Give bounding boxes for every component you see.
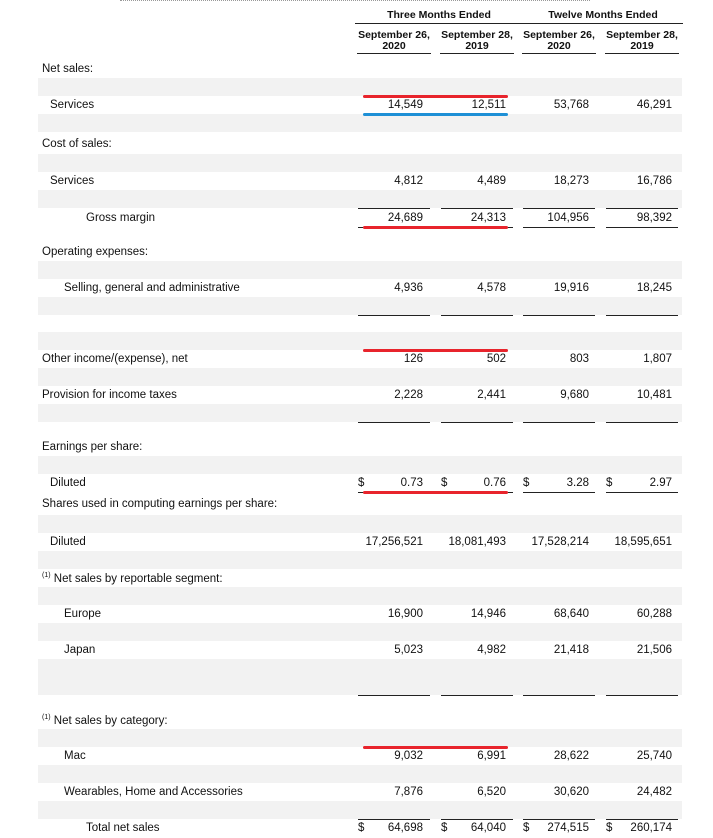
row-label xyxy=(86,822,160,834)
cell-value: 21,506 xyxy=(636,644,672,656)
table-row xyxy=(0,136,713,154)
cell-value: 6,520 xyxy=(477,786,506,798)
highlight-mark xyxy=(363,746,508,749)
row-band xyxy=(38,659,682,677)
table-row xyxy=(0,570,713,588)
row-label-text: Europe xyxy=(64,608,102,620)
row-label-text: Cost of sales: xyxy=(42,138,112,150)
row-label xyxy=(42,246,148,258)
row-label-text: Net sales by category: xyxy=(53,714,168,727)
cell-underline xyxy=(523,315,595,316)
header-column-rule xyxy=(522,53,596,54)
row-label xyxy=(42,572,223,585)
row-label-text: Net sales by reportable segment: xyxy=(53,572,223,585)
table-row xyxy=(0,61,713,79)
cell-value: 98,392 xyxy=(636,212,672,224)
cell-value: 502 xyxy=(486,353,506,365)
dollar-sign: $ xyxy=(358,822,365,834)
row-band xyxy=(38,78,682,96)
header-column-rule xyxy=(605,53,679,54)
cell-value: 274,515 xyxy=(547,822,589,834)
table-row xyxy=(0,820,713,838)
row-label-text: Mac xyxy=(64,750,86,762)
cell-value: 12,511 xyxy=(471,99,506,111)
row-label-text: Earnings per share: xyxy=(42,441,143,453)
cell-value: 2,228 xyxy=(394,389,423,401)
header-date-line: September 28, xyxy=(441,29,513,41)
row-band xyxy=(38,154,682,172)
row-label xyxy=(50,175,94,187)
highlight-mark xyxy=(363,113,508,116)
cell-value: 46,291 xyxy=(636,99,672,111)
dollar-sign: $ xyxy=(606,477,613,489)
row-band xyxy=(38,368,682,386)
cell-value: 4,812 xyxy=(394,175,423,187)
cell-value: 4,936 xyxy=(394,282,423,294)
cell-underline xyxy=(523,422,595,423)
row-label xyxy=(86,212,155,224)
cell-value: 28,622 xyxy=(553,750,589,762)
table-row xyxy=(0,606,713,624)
header-date-line: September 28, xyxy=(606,29,678,41)
cell-underline xyxy=(523,208,595,209)
table-row xyxy=(0,642,713,660)
cell-value: 64,040 xyxy=(470,822,506,834)
cell-value: 260,174 xyxy=(630,822,672,834)
dollar-sign: $ xyxy=(606,822,613,834)
header-group-twelve-months: Twelve Months Ended xyxy=(523,9,683,24)
row-label xyxy=(64,786,243,798)
row-band xyxy=(38,623,682,641)
cell-value: 9,032 xyxy=(394,750,423,762)
header-column-rule xyxy=(357,53,431,54)
cell-value: 18,081,493 xyxy=(448,536,506,548)
cell-value: 64,698 xyxy=(387,822,423,834)
cell-underline xyxy=(358,695,430,696)
cell-value: 2,441 xyxy=(477,389,506,401)
cell-value: 60,288 xyxy=(636,608,672,620)
header-column-4 xyxy=(603,30,681,52)
table-row xyxy=(0,244,713,262)
highlight-mark xyxy=(363,491,508,494)
cell-value: 16,786 xyxy=(636,175,672,187)
row-label xyxy=(42,714,168,727)
row-label-text: Provision for income taxes xyxy=(42,389,177,401)
cell-underline xyxy=(441,695,513,696)
cell-underline xyxy=(606,695,678,696)
table-row xyxy=(0,475,713,493)
table-row xyxy=(0,496,713,514)
row-label-text: Selling, general and administrative xyxy=(64,282,240,294)
header-year-line: 2019 xyxy=(465,40,489,52)
cell-value: 30,620 xyxy=(553,786,589,798)
header-column-1 xyxy=(355,30,433,52)
row-label-text: Total net sales xyxy=(86,822,160,834)
cell-value: 25,740 xyxy=(636,750,672,762)
row-label xyxy=(64,608,101,620)
row-label xyxy=(42,353,188,365)
cell-value: 0.73 xyxy=(400,477,423,489)
row-band xyxy=(38,515,682,533)
table-row xyxy=(0,387,713,405)
table-row xyxy=(0,280,713,298)
dollar-sign: $ xyxy=(441,822,448,834)
row-band xyxy=(38,587,682,605)
table-row xyxy=(0,210,713,228)
cell-value: 24,689 xyxy=(387,212,423,224)
cell-underline xyxy=(606,208,678,209)
row-label xyxy=(64,644,95,656)
header-column-rule xyxy=(440,53,514,54)
table-row xyxy=(0,748,713,766)
header-date-line: September 26, xyxy=(523,29,595,41)
cell-underline xyxy=(523,227,595,228)
cell-value: 18,245 xyxy=(636,282,672,294)
row-label-text: Gross margin xyxy=(86,212,156,224)
cell-value: 3.28 xyxy=(566,477,589,489)
footnote-marker: (1) xyxy=(42,714,51,721)
cell-underline xyxy=(358,422,430,423)
row-band xyxy=(38,261,682,279)
row-label-text: Japan xyxy=(64,644,96,656)
row-band xyxy=(38,332,682,350)
cell-value: 18,595,651 xyxy=(614,536,672,548)
cell-value: 24,313 xyxy=(470,212,506,224)
row-label xyxy=(42,63,93,75)
row-label-text: Net sales: xyxy=(42,63,94,75)
row-band xyxy=(38,677,682,695)
cell-value: 0.76 xyxy=(483,477,506,489)
cell-value: 4,982 xyxy=(477,644,506,656)
row-label xyxy=(64,750,86,762)
highlight-mark xyxy=(363,226,508,229)
cell-value: 6,991 xyxy=(477,750,506,762)
top-dotted-rule xyxy=(120,0,590,3)
cell-value: 18,273 xyxy=(553,175,589,187)
header-column-2 xyxy=(438,30,516,52)
table-row xyxy=(0,97,713,115)
cell-underline xyxy=(523,695,595,696)
cell-value: 4,489 xyxy=(477,175,506,187)
row-label-text: Shares used in computing earnings per share: xyxy=(42,498,278,510)
row-label xyxy=(64,282,240,294)
cell-value: 104,956 xyxy=(547,212,589,224)
footnote-marker: (1) xyxy=(42,572,51,579)
cell-value: 10,481 xyxy=(636,389,672,401)
row-label-text: Other income/(expense), net xyxy=(42,353,188,365)
row-label-text: Services xyxy=(50,99,95,111)
row-band xyxy=(38,297,682,315)
cell-value: 24,482 xyxy=(636,786,672,798)
cell-underline xyxy=(441,422,513,423)
table-row xyxy=(0,784,713,802)
row-label-text: Diluted xyxy=(50,536,86,548)
highlight-mark xyxy=(363,95,508,98)
cell-underline xyxy=(606,227,678,228)
row-label xyxy=(50,99,94,111)
cell-underline xyxy=(441,315,513,316)
cell-underline xyxy=(606,315,678,316)
header-year-line: 2020 xyxy=(547,40,571,52)
dollar-sign: $ xyxy=(523,822,530,834)
row-label-text: Operating expenses: xyxy=(42,246,149,258)
cell-value: 9,680 xyxy=(560,389,589,401)
cell-value: 16,900 xyxy=(387,608,423,620)
cell-value: 17,256,521 xyxy=(365,536,423,548)
header-group-three-months: Three Months Ended xyxy=(355,9,523,24)
row-band xyxy=(38,729,682,747)
row-label-text: Services xyxy=(50,175,95,187)
dollar-sign: $ xyxy=(523,477,530,489)
row-band xyxy=(38,765,682,783)
row-label-text: Diluted xyxy=(50,477,86,489)
row-band xyxy=(38,801,682,819)
cell-underline xyxy=(523,492,595,493)
table-row xyxy=(0,351,713,369)
cell-value: 7,876 xyxy=(394,786,423,798)
cell-value: 14,946 xyxy=(470,608,506,620)
dollar-sign: $ xyxy=(441,477,448,489)
cell-value: 803 xyxy=(569,353,589,365)
table-row xyxy=(0,534,713,552)
header-column-3 xyxy=(520,30,598,52)
row-band xyxy=(38,114,682,132)
highlight-mark xyxy=(363,349,508,352)
row-label xyxy=(42,441,142,453)
row-band xyxy=(38,551,682,569)
cell-value: 14,549 xyxy=(387,99,423,111)
cell-value: 4,578 xyxy=(477,282,506,294)
row-band xyxy=(38,456,682,474)
cell-value: 21,418 xyxy=(553,644,589,656)
cell-value: 2.97 xyxy=(649,477,672,489)
cell-value: 5,023 xyxy=(394,644,423,656)
cell-underline xyxy=(606,492,678,493)
cell-value: 68,640 xyxy=(553,608,589,620)
row-label xyxy=(50,536,86,548)
table-row xyxy=(0,712,713,730)
row-label xyxy=(42,498,277,510)
header-year-line: 2020 xyxy=(382,40,406,52)
row-band xyxy=(38,190,682,208)
dollar-sign: $ xyxy=(358,477,365,489)
table-row xyxy=(0,173,713,191)
row-label-text: Wearables, Home and Accessories xyxy=(64,786,243,798)
row-label xyxy=(42,389,177,401)
cell-underline xyxy=(358,315,430,316)
cell-value: 126 xyxy=(403,353,423,365)
cell-underline xyxy=(441,208,513,209)
cell-value: 1,807 xyxy=(643,353,672,365)
row-band xyxy=(38,404,682,422)
header-year-line: 2019 xyxy=(630,40,654,52)
cell-value: 53,768 xyxy=(553,99,589,111)
row-label xyxy=(42,138,112,150)
table-row xyxy=(0,439,713,457)
header-date-line: September 26, xyxy=(358,29,430,41)
cell-underline xyxy=(606,422,678,423)
cell-value: 17,528,214 xyxy=(531,536,589,548)
row-label xyxy=(50,477,86,489)
cell-value: 19,916 xyxy=(553,282,589,294)
cell-underline xyxy=(358,208,430,209)
